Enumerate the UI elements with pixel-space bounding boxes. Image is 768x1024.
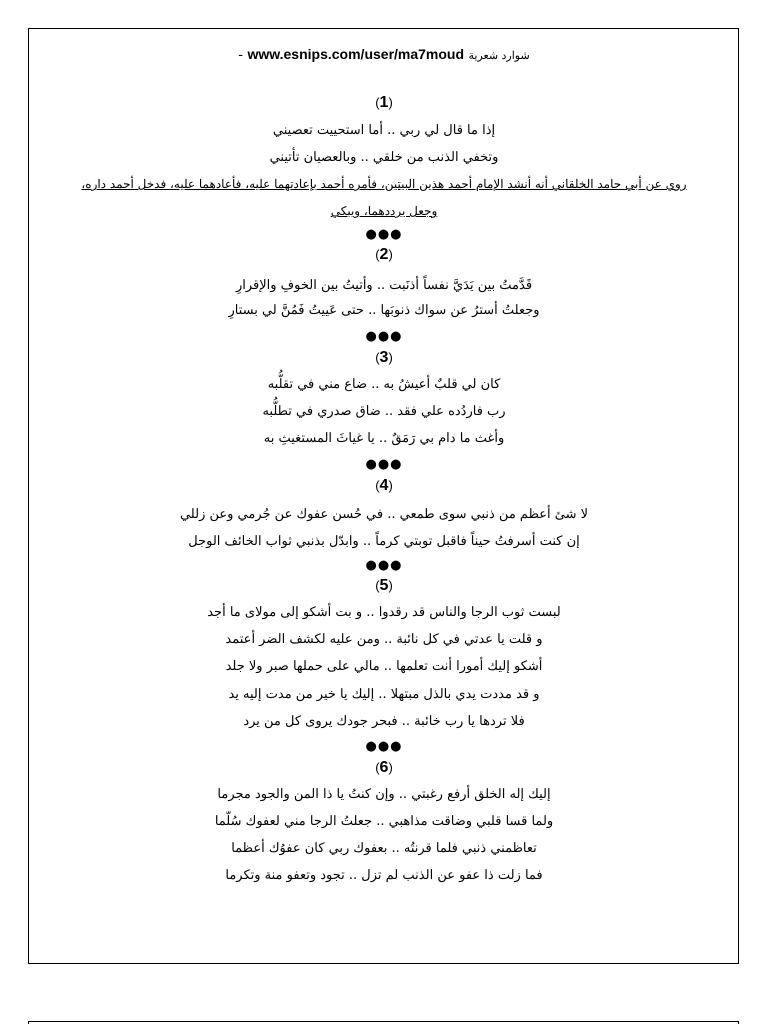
page-header (0, 44, 768, 66)
verse-line: قَدَّمتُ بين يَدَيَّ نفساً أذنَبت .. وأتيتُ بين الخوفِ والإقرارِ (235, 278, 533, 293)
verse-line: إذا ما قال لي ربي .. أما استحييت تعصيني (272, 123, 496, 138)
number-value: 5 (379, 577, 389, 594)
narration-note: وجعل يرددهما، ويبكي (330, 204, 438, 218)
verse-line: وتخفي الذنب من خلقي .. وبالعصيان تأتيني (269, 150, 499, 165)
verse-line: إليك إله الخلق أرفع رغبتي .. وإن كنتُ يا ذا المن والجود مجرما (217, 787, 551, 802)
number-value: 2 (379, 246, 389, 263)
narration-note: روي عن أبي حامد الخلقاني أنه أنشد الإمام أحمد هذين البيتين، فأمره أحمد بإعادتهما عليه، فأعادهما عليه، فدخل أحمد داره، (81, 177, 687, 191)
verse-line: فما زلت ذا عفو عن الذنب لم تزل .. تجود وتعفو منة وتكرما (225, 868, 543, 883)
verse-line: فلا تردها يا رب خائبة .. فبحر جودك يروى كل من يرد (243, 714, 525, 729)
number-value: 1 (379, 94, 389, 111)
verse-line: كان لي قلبٌ أعيشُ به .. ضاع مني في تقلُّبه (267, 377, 501, 392)
verse-line: ولما قسا قلبي وضاقت مذاهبي .. جعلتُ الرجا مني لعفوك سُلّما (214, 814, 554, 829)
section-number-3: (3) (375, 349, 393, 366)
section-number-1: (1) (375, 94, 393, 111)
verse-line: لا شئ أعظم من ذنبي سوى طمعي .. في حُسن عفوك عن جُرمي وعن زللي (179, 507, 589, 522)
verse-line: أشكو إليك أمورا أنت تعلمها .. مالي على حملها صبر ولا جلد (225, 659, 543, 674)
number-value: 6 (379, 759, 389, 776)
header-dash: - (238, 47, 244, 63)
number-value: 3 (379, 349, 389, 366)
separator-dots: ●●● (365, 558, 403, 573)
separator-dots: ●●● (365, 227, 403, 242)
section-number-2: (2) (375, 246, 393, 263)
header-url-link[interactable]: www.esnips.com/user/ma7moud (247, 46, 465, 62)
separator-dots: ●●● (365, 329, 403, 344)
verse-line: وجعلتُ أسترُ عن سواك ذنوبَها .. حتى عَييتُ فَمُنَّ لي بستارِ (228, 303, 540, 318)
section-number-6: (6) (375, 759, 393, 776)
number-value: 4 (379, 477, 389, 494)
verse-line: و قلت يا عدتي في كل نائبة .. ومن عليه لكشف الضر أعتمد (225, 632, 543, 647)
separator-dots: ●●● (365, 457, 403, 472)
separator-dots: ●●● (365, 739, 403, 754)
header-label: شوارد شعرية (468, 49, 530, 62)
verse-line: وأغث ما دام بي رَمَقٌ .. يا غياثَ المستغيثِ به (263, 431, 505, 446)
verse-line: إن كنت أسرفتُ حيناً فاقبل توبتي كرماً .. وابدّل بذنبي ثواب الخائف الوجل (188, 534, 580, 549)
section-number-5: (5) (375, 577, 393, 594)
verse-line: تعاظمني ذنبي فلما قرنتُه .. بعفوك ربي كان عفوُك أعظما (231, 841, 537, 856)
section-number-4: (4) (375, 477, 393, 494)
verse-line: رب فاردُده علي فقد .. ضاق صدري في تطلُّبه (262, 404, 506, 419)
verse-line: لبست ثوب الرجا والناس قد رقدوا .. و بت أشكو إلى مولاى ما أجد (207, 605, 561, 620)
verse-line: و قد مددت يدي بالذل مبتهلا .. إليك يا خير من مدت إليه يد (228, 687, 540, 702)
